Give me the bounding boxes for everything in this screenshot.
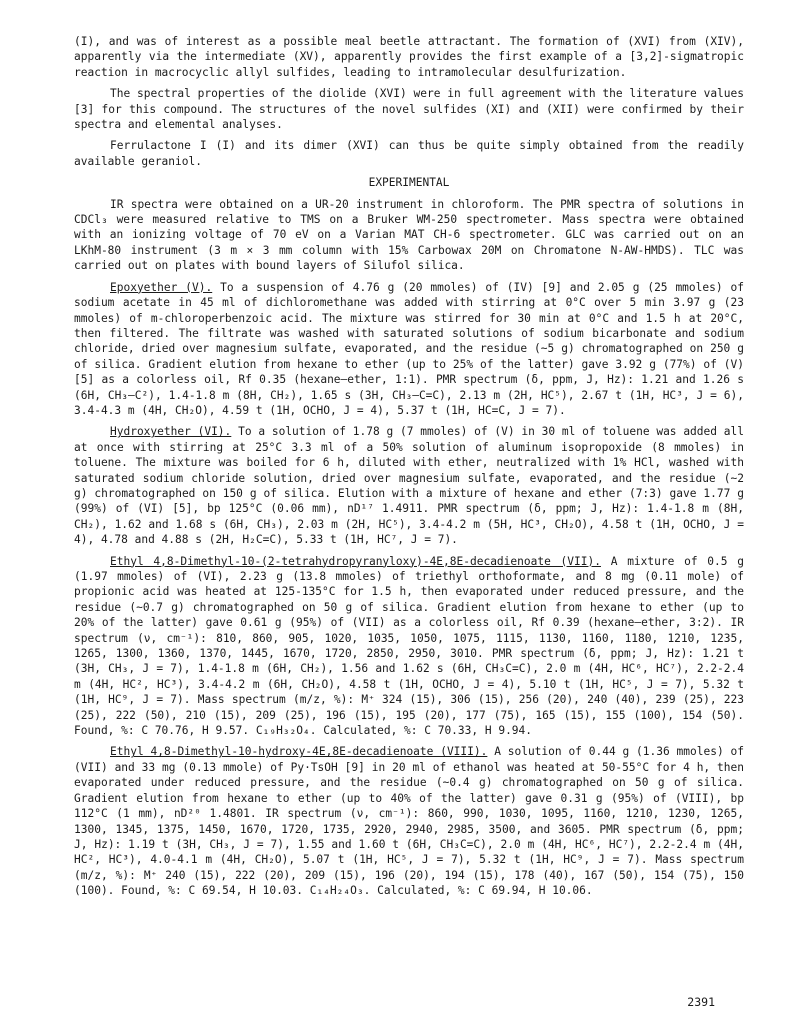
paragraph-continuation: (I), and was of interest as a possible meal beetle attractant. The formation of (XVI) from (XIV), apparently via the intermediate (XV), apparently provides the first example of a [3,2]-sigmatropic reaction in macrocyclic allyl sulfides, leading to intramolecular desulfurization. [74, 35, 744, 79]
page-number: 2391 [687, 995, 715, 1009]
compound-title-hydroxyether: Hydroxyether (VI). [110, 425, 232, 439]
paragraph-conclusion: Ferrulactone I (I) and its dimer (XVI) can thus be quite simply obtained from the readily available geraniol. [74, 139, 744, 168]
paragraph-ester-vii [74, 554, 744, 739]
compound-title-epoxyether: Epoxyether (V). [110, 280, 213, 294]
paragraph-spectral-properties: The spectral properties of the diolide (XVI) were in full agreement with the literature values [3] for this compound. The structures of the novel sulfides (XI) and (XII) were confirmed by their spectra and elemental analyses. [74, 87, 744, 132]
procedure-text-hydroxyether: To a solution of 1.78 g (7 mmoles) of (V) in 30 ml of toluene was added all at once with stirring at 25°C 3.3 ml of a 50% solution of aluminum isopropoxide (8 mmoles) in toluene. The mixture was boiled for 6 h, diluted with ether, neutralized with 1% HCl, washed with saturated sodium chloride solution, dried over magnesium sulfate, evaporated, and the residue (~2 g) chromatographed on 150 g of silica. Elution with a mixture of hexane and ether (7:3) gave 1.77 g (99%) of (VI) [5], bp 125°C (0.06 mm), nD¹⁷ 1.4911. PMR spectrum (δ, ppm; J, Hz): 1.4-1.8 m (8H, CH₂), 1.62 and 1.68 s (6H, CH₃), 2.03 m (2H, HC⁵), 3.4-4.2 m (5H, HC³, CH₂O), 4.58 t (1H, OCHO, J = 4), 4.78 and 4.88 s (2H, H₂C=C), 5.33 t (1H, HC⁷, J = 7). [74, 425, 744, 547]
paragraph-experimental-intro: IR spectra were obtained on a UR-20 instrument in chloroform. The PMR spectra of solutions in CDCl₃ were measured relative to TMS on a Bruker WM-250 spectrometer. Mass spectra were obtained with an ionizing voltage of 70 eV on a Varian MAT CH-6 spectrometer. GLC was carried out on an LKhM-80 instrument (3 m × 3 mm column with 15% Carbowax 20M on Chromatone N-AW-HMDS). TLC was carried out on plates with bound layers of Silufol silica. [74, 197, 744, 273]
paragraph-epoxyether [74, 280, 744, 419]
procedure-text-ester-vii: A mixture of 0.5 g (1.97 mmoles) of (VI), 2.23 g (13.8 mmoles) of triethyl orthoformate, and 8 mg (0.11 mole) of propionic acid was heated at 125-135°C for 1.5 h, then evaporated under reduced pressure, and the residue (~0.7 g) chromatographed on 50 g of silica. Gradient elution from hexane to ether (up to 20% of the latter) gave 0.61 g (95%) of (VII) as a colorless oil, Rf 0.39 (hexane–ether, 3:2). IR spectrum (ν, cm⁻¹): 810, 860, 905, 1020, 1035, 1050, 1075, 1115, 1130, 1160, 1180, 1210, 1235, 1265, 1300, 1360, 1370, 1445, 1670, 1720, 2850, 2950, 3010. PMR spectrum (δ, ppm; J, Hz): 1.21 t (3H, CH₃, J = 7), 1.4-1.8 m (6H, CH₂), 1.56 and 1.62 s (6H, CH₃C=C), 2.0 m (4H, HC⁶, HC⁷), 2.2-2.4 m (4H, HC², HC³), 3.4-4.2 m (6H, CH₂O), 4.58 t (1H, OCHO, J = 4), 5.10 t (1H, HC⁵, J = 7), 5.32 t (1H, HC⁹, J = 7). Mass spectrum (m/z, %): M⁺ 324 (15), 306 (15), 256 (20), 240 (40), 239 (25), 223 (25), 222 (50), 210 (15), 209 (25), 196 (15), 195 (20), 177 (75), 165 (15), 155 (100), 154 (50). Found, %: C 70.76, H 9.57. C₁₉H₃₂O₄. Calculated, %: C 70.33, H 9.94. [74, 554, 744, 738]
compound-title-ester-vii: Ethyl 4,8-Dimethyl-10-(2-tetrahydropyranyloxy)-4E,8E-decadienoate (VII). [110, 554, 601, 568]
paragraph-hydroxyether [74, 424, 744, 547]
section-heading-experimental: EXPERIMENTAL [368, 176, 450, 190]
procedure-text-epoxyether: To a suspension of 4.76 g (20 mmoles) of (IV) [9] and 2.05 g (25 mmoles) of sodium acetate in 45 ml of dichloromethane was added with stirring at 0°C over 5 min 3.97 g (23 mmoles) of m-chloroperbenzoic acid. The mixture was stirred for 30 min at 0°C and 1.5 h at 20°C, then filtered. The filtrate was washed with saturated solutions of sodium bicarbonate and sodium chloride, dried over magnesium sulfate, evaporated, and the residue (~5 g) chromatographed on 250 g of silica. Gradient elution from hexane to ether (up to 25% of the latter) gave 3.92 g (77%) of (V) [5] as a colorless oil, Rf 0.35 (hexane–ether, 1:1). PMR spectrum (δ, ppm, J, Hz): 1.21 and 1.26 s (6H, CH₃–C²), 1.4-1.8 m (8H, CH₂), 1.65 s (3H, CH₃–C=C), 2.13 m (2H, HC⁵), 2.67 t (1H, HC³, J = 6), 3.4-4.3 m (4H, CH₂O), 4.59 t (1H, OCHO, J = 4), 5.37 t (1H, HC=C, J = 7). [74, 280, 744, 417]
paper-page [74, 34, 744, 905]
procedure-text-hydroxyester-viii: A solution of 0.44 g (1.36 mmoles) of (VII) and 33 mg (0.13 mmole) of Py·TsOH [9] in 20 ml of ethanol was heated at 50-55°C for 4 h, then evaporated under reduced pressure, and the residue (~0.4 g) chromatographed on 50 g of silica. Gradient elution from hexane to ether (up to 40% of the latter) gave 0.31 g (95%) of (VIII), bp 112°C (1 mm), nD²⁰ 1.4801. IR spectrum (ν, cm⁻¹): 860, 990, 1030, 1095, 1160, 1210, 1230, 1265, 1300, 1345, 1375, 1450, 1670, 1720, 1735, 2920, 2940, 2985, 3500, and 3605. PMR spectrum (δ, ppm; J, Hz): 1.19 t (3H, CH₃, J = 7), 1.55 and 1.60 t (6H, CH₃C=C), 2.0 m (4H, HC⁶, HC⁷), 2.2-2.4 m (4H, HC², HC³), 4.0-4.1 m (4H, CH₂O), 5.07 t (1H, HC⁵, J = 7), 5.32 t (1H, HC⁹, J = 7). Mass spectrum (m/z, %): M⁺ 240 (15), 222 (20), 209 (15), 196 (20), 194 (15), 178 (40), 167 (50), 154 (75), 150 (100). Found, %: C 69.54, H 10.03. C₁₄H₂₄O₃. Calculated, %: C 69.94, H 10.06. [74, 745, 744, 898]
paragraph-hydroxyester-viii [74, 744, 744, 898]
compound-title-hydroxyester-viii: Ethyl 4,8-Dimethyl-10-hydroxy-4E,8E-decadienoate (VIII). [110, 745, 488, 759]
